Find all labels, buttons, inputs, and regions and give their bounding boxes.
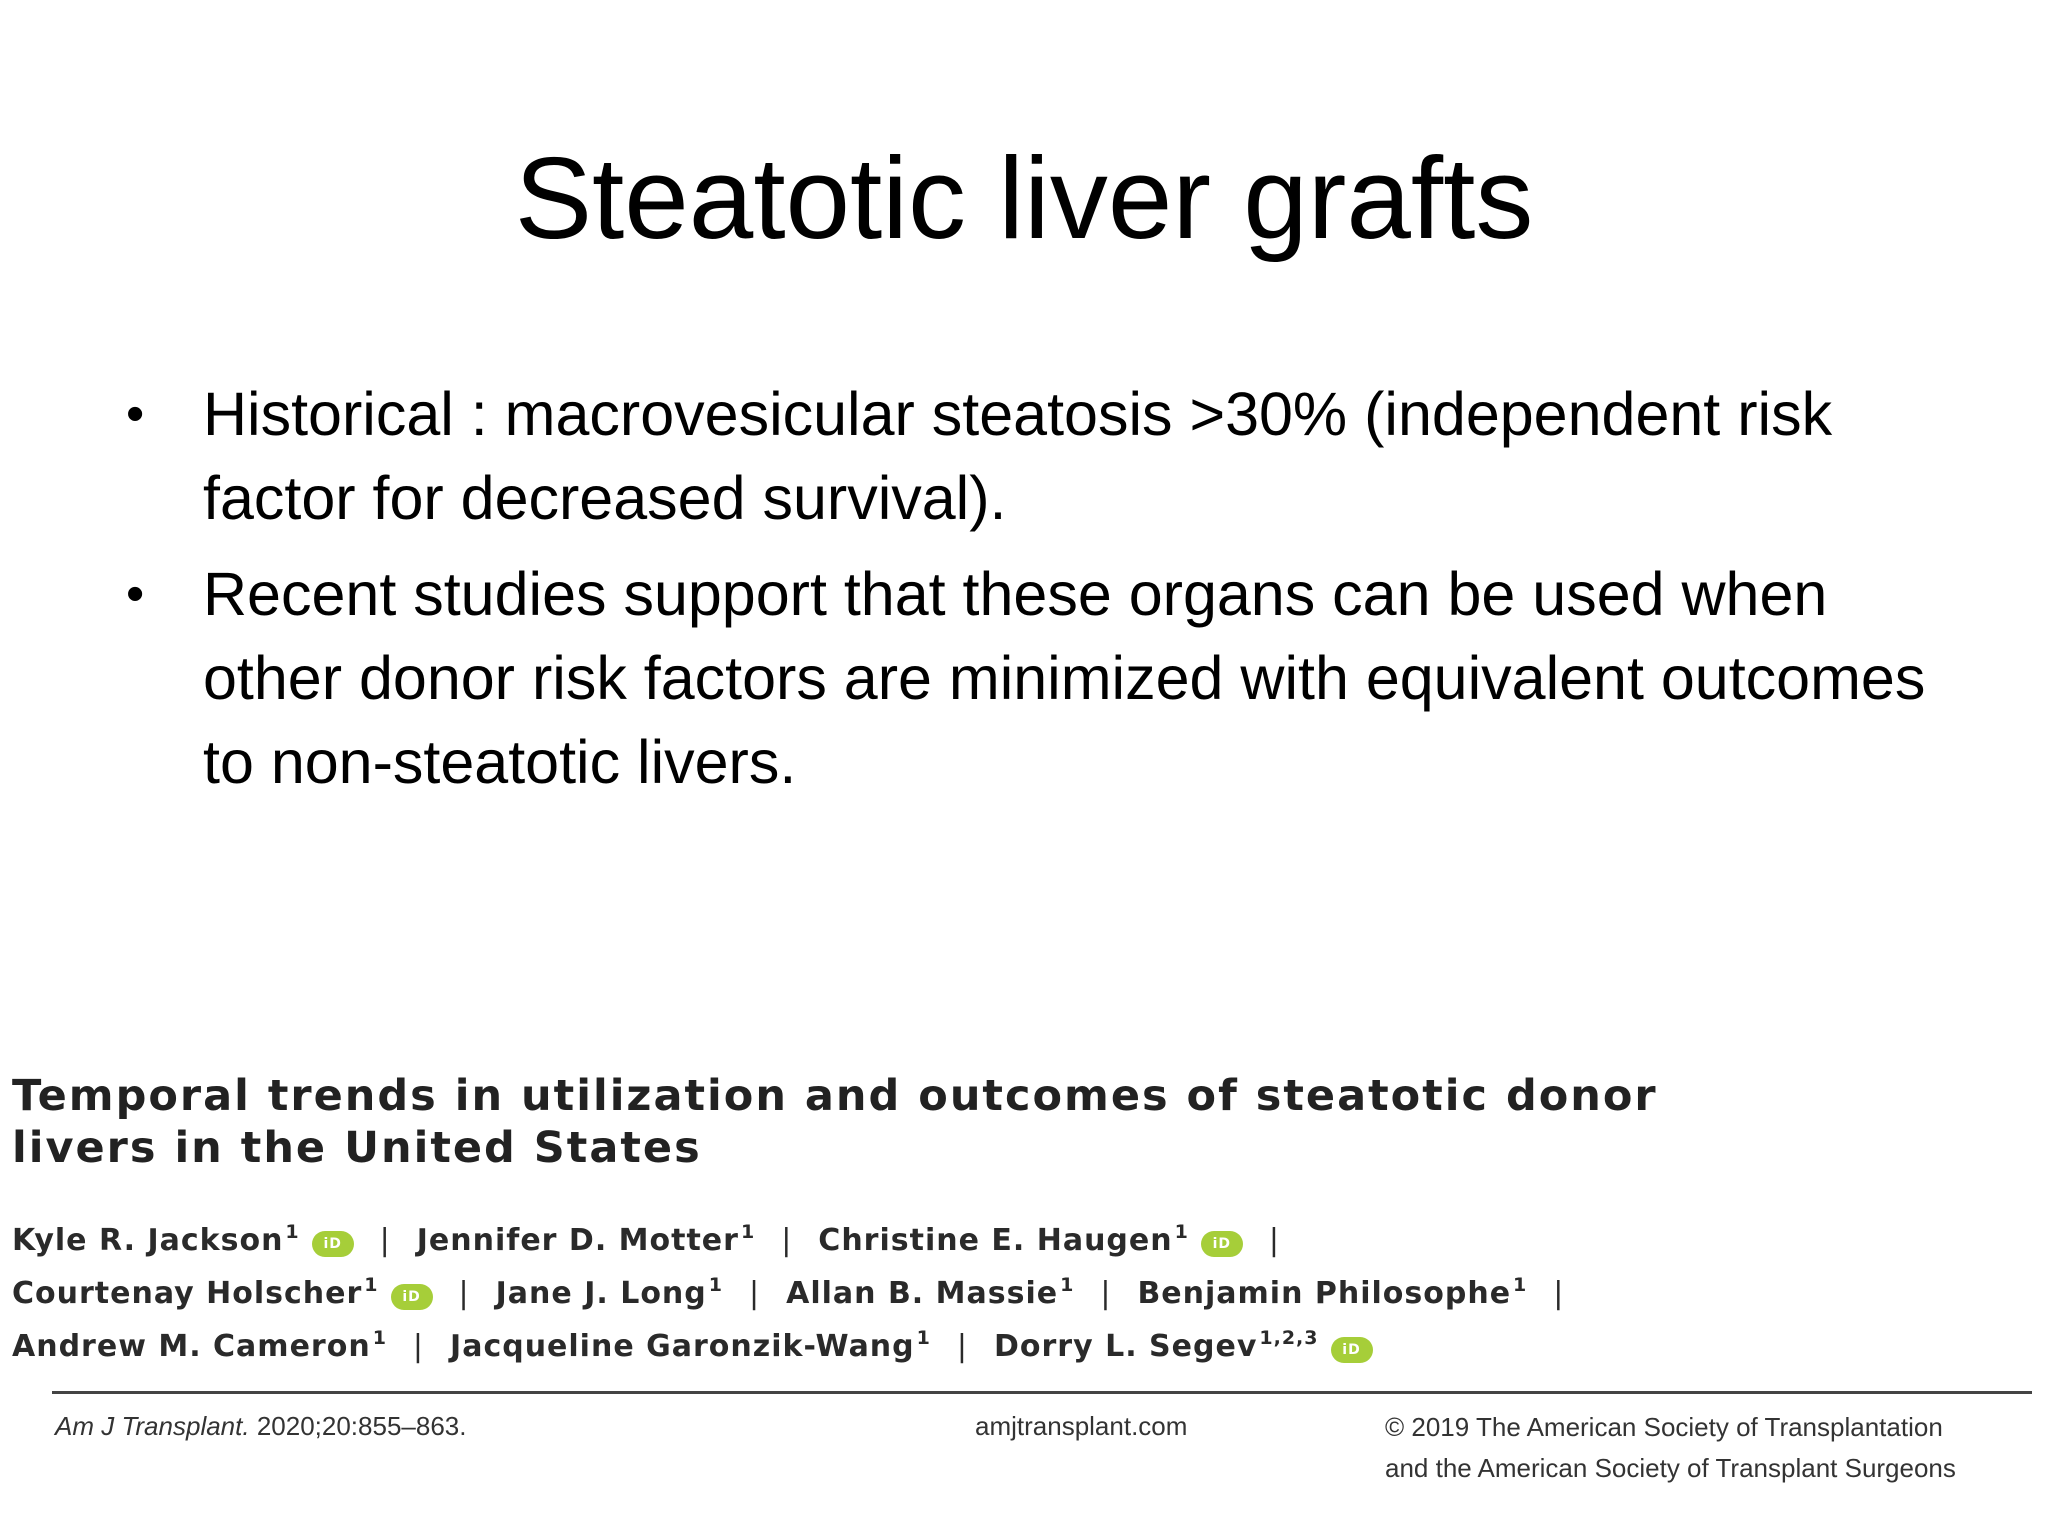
author-separator: | bbox=[956, 1329, 968, 1364]
author-affiliation: 1,2,3 bbox=[1259, 1327, 1319, 1349]
copyright-line-2: and the American Society of Transplant Surgeons bbox=[1385, 1453, 1956, 1483]
author bbox=[12, 1316, 387, 1369]
copyright-notice bbox=[1385, 1407, 1956, 1489]
bullet-text: Recent studies support that these organs can be used when other donor risk factors are minimized with equivalent outcomes to non-steatotic livers. bbox=[203, 560, 1926, 796]
orcid-icon: iD bbox=[1201, 1231, 1243, 1257]
author-name: Jacqueline Garonzik-Wang bbox=[450, 1329, 915, 1364]
author-line-1 bbox=[12, 1210, 2042, 1263]
author-separator: | bbox=[379, 1223, 391, 1258]
author-affiliation: 1 bbox=[364, 1274, 379, 1296]
author bbox=[12, 1263, 433, 1316]
paper-title bbox=[12, 1070, 2042, 1174]
author-name: Allan B. Massie bbox=[786, 1276, 1059, 1311]
author bbox=[786, 1263, 1074, 1316]
author-separator: | bbox=[458, 1276, 470, 1311]
author-separator: | bbox=[781, 1223, 793, 1258]
author bbox=[818, 1210, 1243, 1263]
orcid-icon: iD bbox=[391, 1284, 433, 1310]
author bbox=[12, 1210, 354, 1263]
slide-title: Steatotic liver grafts bbox=[514, 133, 1534, 263]
bullet-text: Historical : macrovesicular steatosis >30% (independent risk factor for decreased survival). bbox=[203, 380, 1833, 532]
author-name: Kyle R. Jackson bbox=[12, 1223, 284, 1258]
author-affiliation: 1 bbox=[372, 1327, 387, 1349]
author-name: Jane J. Long bbox=[495, 1276, 707, 1311]
author bbox=[417, 1210, 755, 1263]
author bbox=[1137, 1263, 1527, 1316]
author-affiliation: 1 bbox=[285, 1221, 300, 1243]
author-affiliation: 1 bbox=[708, 1274, 723, 1296]
paper-title-line-1: Temporal trends in utilization and outcomes of steatotic donor bbox=[12, 1071, 1658, 1121]
author bbox=[994, 1316, 1373, 1369]
author-name: Jennifer D. Motter bbox=[416, 1223, 739, 1258]
author-separator: | bbox=[749, 1276, 761, 1311]
orcid-icon: iD bbox=[1331, 1337, 1373, 1363]
journal-website: amjtransplant.com bbox=[975, 1411, 1188, 1441]
bullet-glyph: • bbox=[126, 385, 145, 443]
bullet-item bbox=[118, 372, 1938, 540]
author-separator: | bbox=[1553, 1276, 1565, 1311]
paper-excerpt-image bbox=[0, 1060, 2048, 1536]
author-line-3 bbox=[12, 1316, 2042, 1369]
journal-citation bbox=[55, 1407, 466, 1445]
bullet-list bbox=[118, 372, 1938, 816]
bullet-glyph: • bbox=[126, 565, 145, 623]
author-name: Courtenay Holscher bbox=[12, 1276, 363, 1311]
paper-title-line-2: livers in the United States bbox=[12, 1123, 702, 1173]
footer-divider bbox=[52, 1391, 2032, 1394]
author-affiliation: 1 bbox=[1513, 1274, 1528, 1296]
author-name: Christine E. Haugen bbox=[818, 1223, 1173, 1258]
author-separator: | bbox=[1268, 1223, 1280, 1258]
author-separator: | bbox=[1100, 1276, 1112, 1311]
citation-details: 2020;20:855–863. bbox=[256, 1411, 467, 1441]
author-name: Andrew M. Cameron bbox=[12, 1329, 371, 1364]
author-line-2 bbox=[12, 1263, 2042, 1316]
author-affiliation: 1 bbox=[740, 1221, 756, 1243]
author-name: Dorry L. Segev bbox=[994, 1329, 1258, 1364]
author-affiliation: 1 bbox=[1060, 1274, 1075, 1296]
author-affiliation: 1 bbox=[1174, 1221, 1189, 1243]
author bbox=[450, 1316, 931, 1369]
author-list bbox=[12, 1210, 2042, 1369]
author-separator: | bbox=[412, 1329, 425, 1364]
orcid-icon: iD bbox=[312, 1231, 354, 1257]
copyright-line-1: © 2019 The American Society of Transplantation bbox=[1385, 1412, 1943, 1442]
journal-name: Am J Transplant. bbox=[55, 1411, 250, 1441]
author bbox=[496, 1263, 723, 1316]
author-name: Benjamin Philosophe bbox=[1137, 1276, 1512, 1311]
bullet-item bbox=[118, 552, 1938, 804]
author-affiliation: 1 bbox=[916, 1327, 931, 1349]
